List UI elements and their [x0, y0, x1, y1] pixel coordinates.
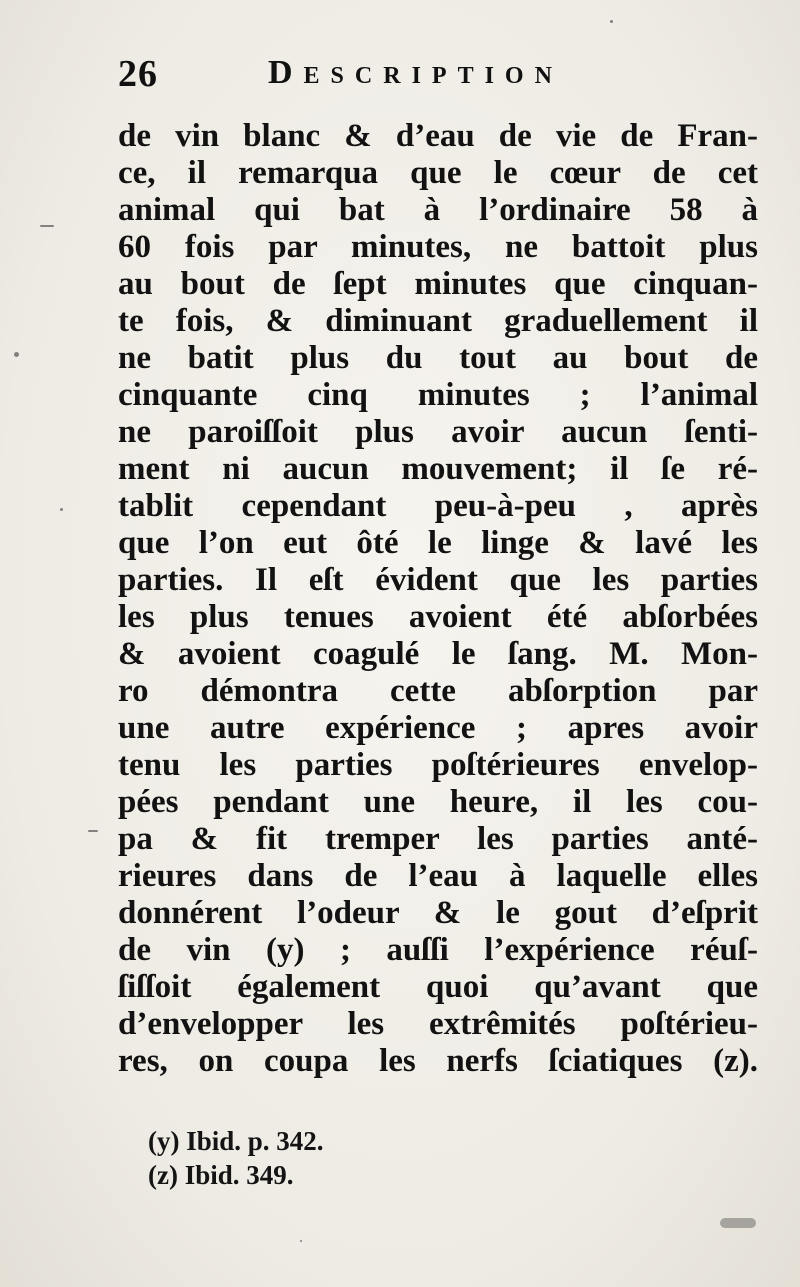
text-line: donnérent l’odeur & le gout d’eſprit: [118, 895, 758, 931]
text-line: de vin (y) ; auſſi l’expérience réuſ-: [118, 932, 758, 968]
text-line: parties. Il eſt évident que les parties: [118, 562, 758, 598]
footnote-y: (y) Ibid. p. 342.: [148, 1126, 324, 1156]
text-line: & avoient coagulé le ſang. M. Mon-: [118, 636, 758, 672]
page-number: 26: [118, 53, 158, 95]
text-line: pées pendant une heure, il les cou-: [118, 784, 758, 820]
page-header: [118, 52, 758, 102]
text-line: ne paroiſſoit plus avoir aucun ſenti-: [118, 414, 758, 450]
text-line: pa & fit tremper les parties anté-: [118, 821, 758, 857]
paper-speck: [14, 352, 19, 357]
text-line: ce, il remarqua que le cœur de cet: [118, 155, 758, 191]
paper-speck: [300, 1240, 302, 1242]
footnotes: [148, 1124, 548, 1192]
text-line: ro démontra cette abſorption par: [118, 673, 758, 709]
text-line: rieures dans de l’eau à laquelle elles: [118, 858, 758, 894]
paper-speck: [720, 1218, 756, 1228]
body-text: [118, 118, 758, 1080]
text-line: 60 fois par minutes, ne battoit plus: [118, 229, 758, 265]
text-line: tablit cependant peu-à-peu , après: [118, 488, 758, 524]
text-line: une autre expérience ; apres avoir: [118, 710, 758, 746]
paper-speck: [60, 508, 63, 511]
text-line: ment ni aucun mouvement; il ſe ré-: [118, 451, 758, 487]
text-line: de vin blanc & d’eau de vie de Fran-: [118, 118, 758, 154]
text-line: te fois, & diminuant graduellement il: [118, 303, 758, 339]
text-line: d’envelopper les extrêmités poſtérieu-: [118, 1006, 758, 1042]
text-line: cinquante cinq minutes ; l’animal: [118, 377, 758, 413]
text-line: ſiſſoit également quoi qu’avant que: [118, 969, 758, 1005]
paper-speck: [88, 830, 98, 832]
paper-speck: [610, 20, 613, 23]
footnote-z: (z) Ibid. 349.: [148, 1160, 294, 1190]
text-line: que l’on eut ôté le linge & lavé les: [118, 525, 758, 561]
paper-speck: [40, 225, 54, 227]
text-line: res, on coupa les nerfs ſciatiques (z).: [118, 1043, 758, 1079]
running-head: Description: [268, 54, 563, 91]
text-line: animal qui bat à l’ordinaire 58 à: [118, 192, 758, 228]
text-line: au bout de ſept minutes que cinquan-: [118, 266, 758, 302]
text-line: les plus tenues avoient été abſorbées: [118, 599, 758, 635]
text-line: ne batit plus du tout au bout de: [118, 340, 758, 376]
text-line: tenu les parties poſtérieures envelop-: [118, 747, 758, 783]
